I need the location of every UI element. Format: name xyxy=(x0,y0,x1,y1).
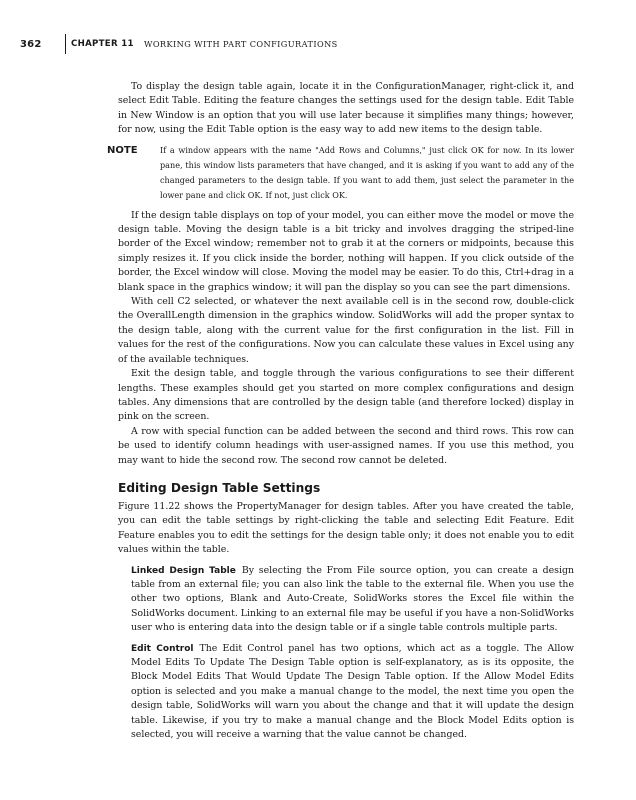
section-intro: Figure 11.22 shows the PropertyManager for design tables. After you have created the table, you can edit the table settings by right-clicking the table and selecting Edit Feature. Edit Feature enables you to edit the settings for the design table only; it does not enable you to edit values within the table. xyxy=(118,500,574,556)
term-linked-design-table-text: By selecting the From File source option, you can create a design table from an external file; you can also link the table to the external file. When you use the other two options, Blank and Auto-Create, SolidWorks stores the Excel file within the SolidWorks document. Linking to an external file may be useful if you have a non-SolidWorks user who is entering data into the design table or if a single table controls multiple parts. xyxy=(131,564,574,634)
paragraph-display-table: To display the design table again, locate it in the ConfigurationManager, right-click it, and select Edit Table. Editing the feature changes the settings used for the design table. Edit Table in New Window is an option that you will use later because it simplifies many things; however, for now, using the Edit Table option is the easy way to add new items to the design table. xyxy=(118,81,574,136)
paragraph-special-row: A row with special function can be added between the second and third rows. This row can be used to identify column headings with user-assigned names. If you use this method, you may want to hide the second row. The second row cannot be deleted. xyxy=(118,425,574,466)
note-text: If a window appears with the name "Add Rows and Columns," just click OK for now. In its lower pane, this window lists parameters that have changed, and it is asking if you want to add any of the changed parameters to the design table. If you want to add them, just select the parameter in the lower pane and click OK. If not, just click OK. xyxy=(160,144,574,200)
term-linked-design-table: Linked Design Table xyxy=(131,565,236,576)
definition-linked-design-table xyxy=(131,564,574,636)
note-box xyxy=(107,143,574,203)
definition-edit-control xyxy=(131,642,574,743)
chapter-label: CHAPTER 11 xyxy=(71,39,134,49)
paragraph-cell-c2: With cell C2 selected, or whatever the next available cell is in the second row, double-click the OverallLength dimension in the graphics window. SolidWorks will add the proper syntax to the design table, along with the current value for the first configuration in the list. Fill in values for the rest of the configurations. Now you can calculate these values in Excel using any of the available techniques. xyxy=(118,296,574,365)
term-edit-control-text: The Edit Control panel has two options, which act as a toggle. The Allow Model Edits To Update The Design Table option is self-explanatory, as is its opposite, the Block Model Edits That Would Update The Design Table option. If the Allow Model Edits option is selected and you make a manual change to the model, the next time you open the design table, SolidWorks will warn you about the change and that it will update the design table. Likewise, if you try to make a manual change and the Block Model Edits option is selected, you will receive a warning that the value cannot be changed. xyxy=(131,642,574,741)
header-divider xyxy=(65,34,66,54)
paragraph-move-table: If the design table displays on top of your model, you can either move the model or move the design table. Moving the design table is a bit tricky and involves dragging the striped-line border of the Excel window; remember not to grab it at the corners or midpoints, because this simply resizes it. If you click inside the border, nothing will happen. If you click outside of the border, the Excel window will close. Moving the model may be easier. To do this, Ctrl+drag in a blank space in the graphics window; it will pan the display so you can see the part dimensions. xyxy=(118,209,574,293)
running-header xyxy=(0,34,636,56)
chapter-title: WORKING WITH PART CONFIGURATIONS xyxy=(144,39,338,49)
page-body xyxy=(107,80,574,742)
page-number: 362 xyxy=(20,39,42,50)
term-edit-control: Edit Control xyxy=(131,643,194,654)
paragraph-exit-table: Exit the design table, and toggle through the various configurations to see their different lengths. These examples should get you started on more complex configurations and design tables. Any dimensions that are controlled by the design table (and therefore locked) display in pink on the screen. xyxy=(118,368,574,423)
section-heading: Editing Design Table Settings xyxy=(118,480,321,495)
note-label: NOTE xyxy=(107,144,138,156)
